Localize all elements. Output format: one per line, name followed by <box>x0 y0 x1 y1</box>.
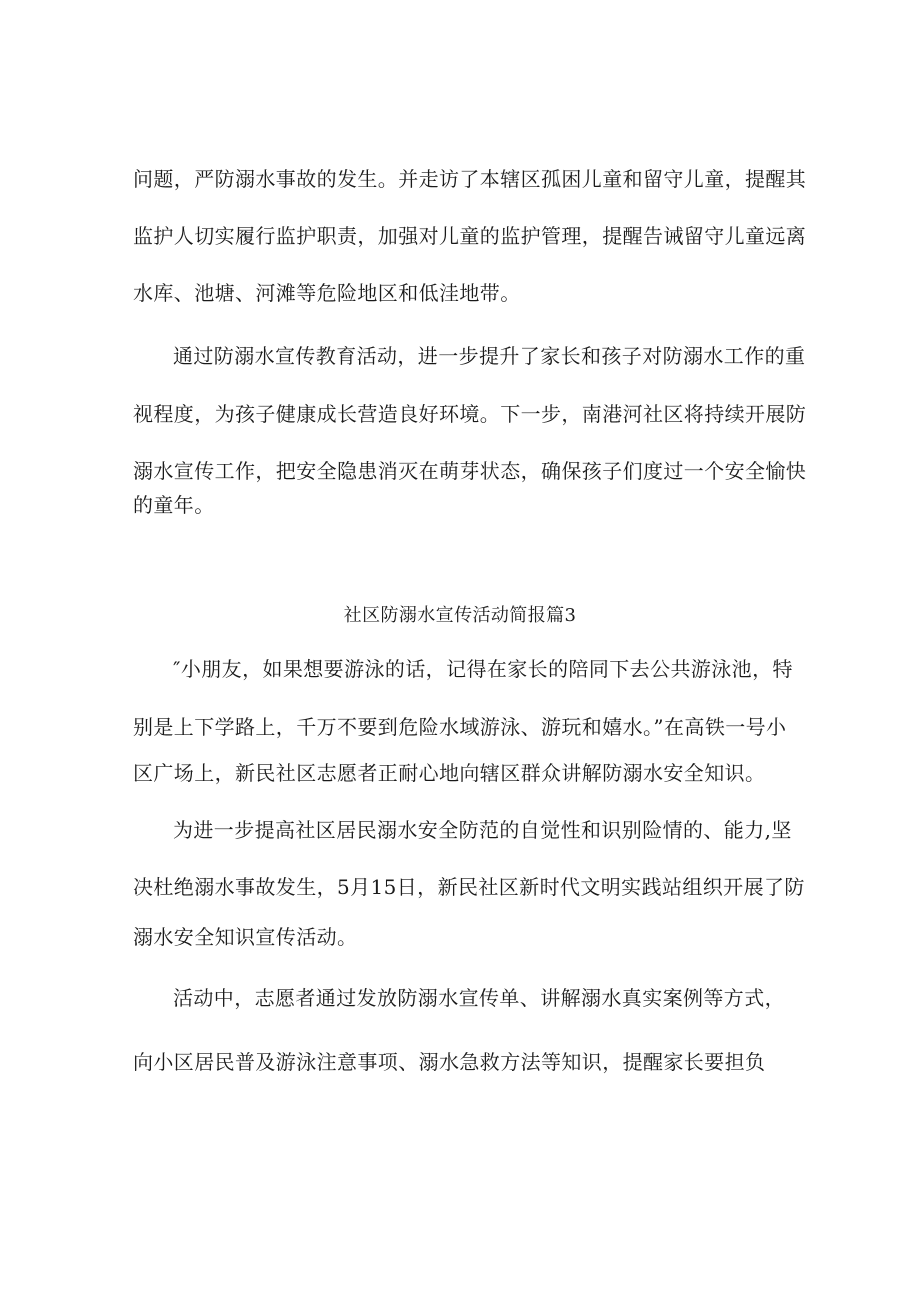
paragraph-1-line-2: 监护人切实履行监护职责，加强对儿童的监护管理，提醒告诫留守儿童远离 <box>133 224 807 248</box>
paragraph-4-line-2: 决杜绝溺水事故发生，5月15日，新民社区新时代文明实践站组织开展了防 <box>133 875 805 899</box>
paragraph-2-line-2: 视程度，为孩子健康成长营造良好环境。下一步，南港河社区将持续开展防 <box>133 402 807 426</box>
paragraph-1-line-1: 问题，严防溺水事故的发生。并走访了本辖区孤困儿童和留守儿童，提醒其 <box>133 167 807 191</box>
paragraph-5-line-1: 活动中，志愿者通过发放防溺水宣传单、讲解溺水真实案例等方式， <box>173 986 785 1010</box>
paragraph-3-line-2: 别是上下学路上，千万不要到危险水域游泳、游玩和嬉水。”在高铁一号小 <box>133 715 787 739</box>
paragraph-3-line-1: ″小朋友，如果想要游泳的话，记得在家长的陪同下去公共游泳池，特 <box>173 657 793 681</box>
paragraph-4-line-3: 溺水安全知识宣传活动。 <box>133 925 358 949</box>
paragraph-2-line-1: 通过防溺水宣传教育活动，进一步提升了家长和孩子对防溺水工作的重 <box>173 344 806 368</box>
paragraph-2-line-4: 的童年。 <box>133 493 215 517</box>
paragraph-4-line-1: 为进一步提高社区居民溺水安全防范的自觉性和识别险情的、能力,坚 <box>173 818 792 842</box>
section-heading: 社区防溺水宣传活动简报篇3 <box>343 605 577 626</box>
paragraph-3-line-3: 区广场上，新民社区志愿者正耐心地向辖区群众讲解防溺水安全知识。 <box>133 761 766 785</box>
paragraph-5-line-2: 向小区居民普及游泳注意事项、溺水急救方法等知识，提醒家长要担负 <box>133 1050 766 1074</box>
paragraph-1-line-3: 水库、池塘、河滩等危险地区和低洼地带。 <box>133 281 521 305</box>
paragraph-2-line-3: 溺水宣传工作，把安全隐患消灭在萌芽状态，确保孩子们度过一个安全愉快 <box>133 459 807 483</box>
